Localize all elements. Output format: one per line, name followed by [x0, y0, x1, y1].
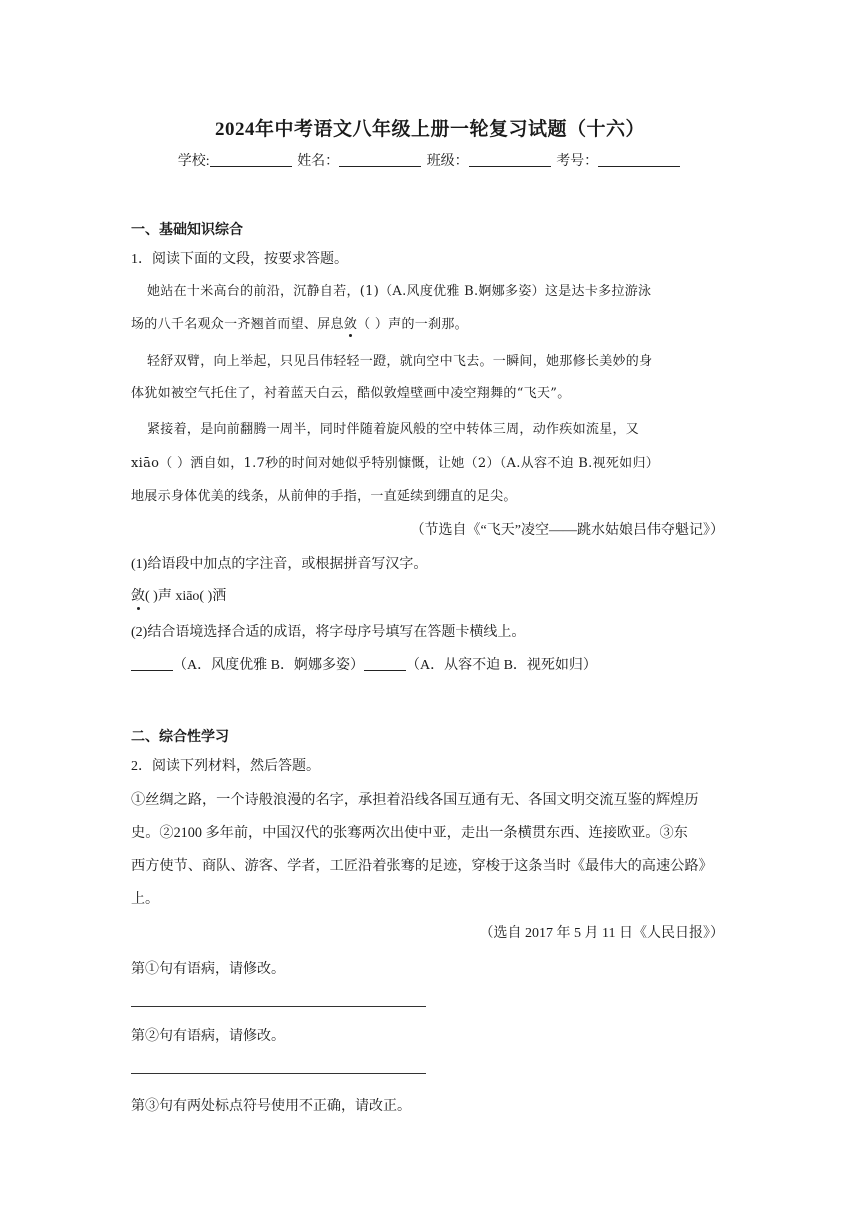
passage-source: （节选自《“飞天”凌空——跳水姑娘吕伟夺魁记》） — [410, 523, 724, 538]
passage-text: 场的八千名观众一齐翘首而望、屏息 — [131, 317, 344, 332]
number-blank[interactable] — [598, 152, 680, 167]
section-2-heading: 二、综合性学习 — [131, 730, 229, 745]
dotted-character: 敛 — [344, 313, 357, 332]
material-line: 西方使节、商队、游客、学者，工匠沿着张骞的足迹，穿梭于这条当时《最伟大的高速公路》 — [131, 858, 713, 874]
student-info-line — [0, 150, 860, 170]
task-2-prompt: 第②句有语病，请修改。 — [131, 1029, 285, 1044]
material-source: （选自 2017 年 5 月 11 日《人民日报》） — [479, 926, 724, 941]
answer-line-2[interactable] — [131, 1073, 426, 1074]
answer-blanks[interactable]: ( )声 xiāo( )洒 — [145, 589, 227, 604]
question-1-prompt: 1．阅读下面的文段，按要求答题。 — [131, 252, 348, 267]
passage-line: 地展示身体优美的线条，从前伸的手指，一直延续到绷直的足尖。 — [131, 489, 517, 504]
sub-question-1-answer — [131, 585, 226, 605]
class-blank[interactable] — [469, 152, 551, 167]
passage-line: 体犹如被空气托住了，衬着蓝天白云，酷似敦煌壁画中凌空翔舞的“飞天”。 — [131, 386, 571, 401]
material-line: 上。 — [131, 892, 159, 907]
sub-question-2-answer — [131, 654, 597, 674]
number-label: 考号： — [556, 154, 599, 169]
section-1-heading: 一、基础知识综合 — [131, 223, 243, 238]
choice-options-1: （A．风度优雅 B．婀娜多姿） — [173, 658, 364, 673]
school-blank[interactable] — [210, 152, 292, 167]
name-blank[interactable] — [339, 152, 421, 167]
material-line: 史。②2100 多年前，中国汉代的张骞两次出使中亚，走出一条横贯东西、连接欧亚。③东 — [131, 825, 688, 841]
passage-line: 轻舒双臂，向上举起，只见吕伟轻轻一蹬，就向空中飞去。一瞬间，她那修长美妙的身 — [147, 354, 653, 369]
sub-question-2-prompt: (2)结合语境选择合适的成语，将字母序号填写在答题卡横线上。 — [131, 625, 526, 640]
passage-line: 她站在十米高台的前沿，沉静自若，(1)（A.风度优雅 B.婀娜多姿）这是达卡多拉游泳 — [147, 284, 652, 299]
answer-blank-2[interactable] — [364, 657, 406, 671]
task-1-prompt: 第①句有语病，请修改。 — [131, 962, 285, 977]
passage-text: （ ）声的一刹那。 — [357, 317, 468, 332]
answer-blank-1[interactable] — [131, 657, 173, 671]
answer-line-1[interactable] — [131, 1006, 426, 1007]
name-label: 姓名： — [297, 154, 340, 169]
dotted-character: 敛 — [131, 585, 145, 605]
passage-line: 紧接着，是向前翻腾一周半，同时伴随着旋风般的空中转体三周，动作疾如流星，又 — [147, 422, 640, 437]
passage-line: xiāo（ ）洒自如，1.7秒的时间对她似乎特别慷慨，让她（2）（A.从容不迫 B.视死如归） — [131, 456, 660, 471]
task-3-prompt: 第③句有两处标点符号使用不正确，请改正。 — [131, 1099, 411, 1114]
sub-question-1-prompt: (1)给语段中加点的字注音，或根据拼音写汉字。 — [131, 557, 428, 572]
passage-line — [131, 313, 468, 332]
choice-options-2: （A．从容不迫 B．视死如归） — [405, 658, 597, 673]
page-title: 2024年中考语文八年级上册一轮复习试题（十六） — [214, 119, 645, 140]
question-2-prompt: 2．阅读下列材料，然后答题。 — [131, 759, 320, 774]
class-label: 班级： — [426, 154, 469, 169]
school-label: 学校: — [177, 154, 210, 169]
material-line: ①丝绸之路，一个诗般浪漫的名字，承担着沿线各国互通有无、各国文明交流互鉴的辉煌历 — [131, 792, 699, 808]
